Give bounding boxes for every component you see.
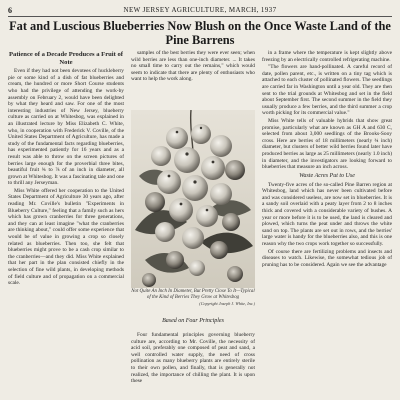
- header-rule: [8, 16, 392, 17]
- column-middle-top: [131, 50, 255, 108]
- blueberry-cluster-image: [131, 110, 255, 288]
- paragraph: Of course there are fertilizing problems and insects and diseases to watch. Likewise, the somewhat tedious job of pruning has to be considered. Again we see the advantage: [262, 248, 392, 268]
- paragraph: Miss White offered her cooperation to the United States Department of Agriculture 30 years ago, after reading Mr. Coville's bulletin "Experiments in Blueberry Culture," feeling that a family such as hers which has grown cranberries for three generations, and they can at least imagine "what the cranberries are thinking about," could offer some experience that would be of value in growing a crop so closely related as blueberries. Then too, she felt that blueberries might prove to be a cash crop similar to the cranberries—and they did. Miss White explained that her part in the plan consisted chiefly in the selection of fine wild plants, in developing methods of field culture and of propagation on a commercial scale.: [8, 187, 124, 287]
- running-title: NEW JERSEY AGRICULTURE, MARCH, 1937: [123, 6, 277, 14]
- section-subhead: Patience of a Decade Produces a Fruit of Note: [9, 51, 123, 66]
- article-headline: Fat and Luscious Blueberries Now Blush on the Once Waste Land of the Pine Barrens: [9, 19, 391, 47]
- paragraph: Even if they had not been devotees of huckleberry pie or some kind of a dish of fat blueberries and cream, the hundred or more Short Course students who had the privilege of attending the work-by assembly on February 2, would have been delighted by what they heard and saw. For one of the most interesting industries of New Jersey, blueberry culture as carried on at Whitesbog, was explained in an illustrated lecture by Miss Elizabeth C. White, who, in cooperation with Frederick V. Coville, of the United States Department of Agriculture, has made a study of the fundamental facts regarding blueberries, has experimented patiently for 16 years and as a result was able to throw on the screen pictures of berries large enough for the proverbial three bites, beautiful fruit ¾ to ⅞ of an inch in diameter, all grown at Whitesbog. It was a fascinating tale and one to thrill any Jerseyman.: [8, 68, 124, 187]
- running-header: [8, 5, 392, 15]
- paragraph: Four fundamental principles governing blueberry culture are, according to Mr. Coville, the necessity of acid soil, preferably one composed of peat and sand, a well controlled water supply, the need of cross pollination as many blueberry plants are entirely sterile to their own pollen, and finally, that is generally not realized, the importance of chilling the plant. It is upon these: [131, 332, 255, 385]
- section-subhead: Based on Four Principles: [162, 318, 224, 324]
- page-number: 6: [8, 5, 13, 15]
- photo-credit: (Copyright Joseph J. White, Inc.): [199, 301, 255, 306]
- paragraph: in a frame where the temperature is kept slightly above freezing by an electrically controlled refrigerating machine.: [262, 50, 392, 63]
- paragraph: samples of the best berries they were ever seen; when wild berries are less than one-inch diameter. ... It takes no small time to carry out the remains," which would seem to indicate that there are plenty of enthusiasts who want to help the work along.: [131, 50, 255, 83]
- column-middle-bottom: [131, 332, 255, 396]
- photo-caption: [131, 289, 255, 315]
- caption-text: Not Quite An Inch In Diameter, But Pretty Close To It—Typical of the Kind of Berries They Grow at Whitesbog: [131, 289, 255, 300]
- paragraph: "The flowers are hand-pollinated. A careful record of date, pollen parent, etc., is written on a tiny tag which is attached to each cluster of pollinated flowers. The seedlings are carried far in Washington until a year old. They are then sent to the trial grounds at Whitesbog and set in the field about September first. The second summer in the field they usually produce a few berries, and the third summer a crop worth picking for its commercial value.": [262, 64, 392, 117]
- paragraph: Twenty-five acres of the so-called Pine Barren region at Whitesbog, land which has never been cultivated before and was considered useless, are now set in blueberries. It is a sandy soil overlaid with a peaty layer from 2 to 8 inches thick and covered with a considerable variety of bushes. A year or more before it is to be used, the land is cleared and plowed, which turns the peat under and throws the white sand on top. The plants are set out in rows, and the berries' large water is handy for the blueberries also, and this is one reason why the two crops work together so successfully.: [262, 181, 392, 248]
- column-right: [262, 50, 392, 396]
- section-subhead: Waste Acres Put to Use: [299, 172, 355, 179]
- column-left: [8, 50, 124, 396]
- paragraph: Miss White tells of valuable hybrids that show great promise, particularly what are known as GH A and 630 C, selected from about 3,000 seedlings of the Brooks-Sooy cross. Here are berries of 18 millimeters (nearly ¾ inch) diameter, but clusters of better wild berries found later have produced berries as large as 25 millimeters (nearly 1.0 inch) in diameter, and the investigators are looking forward to blueberries that measure an inch across.: [262, 117, 392, 171]
- blueberry-photo: [131, 110, 255, 288]
